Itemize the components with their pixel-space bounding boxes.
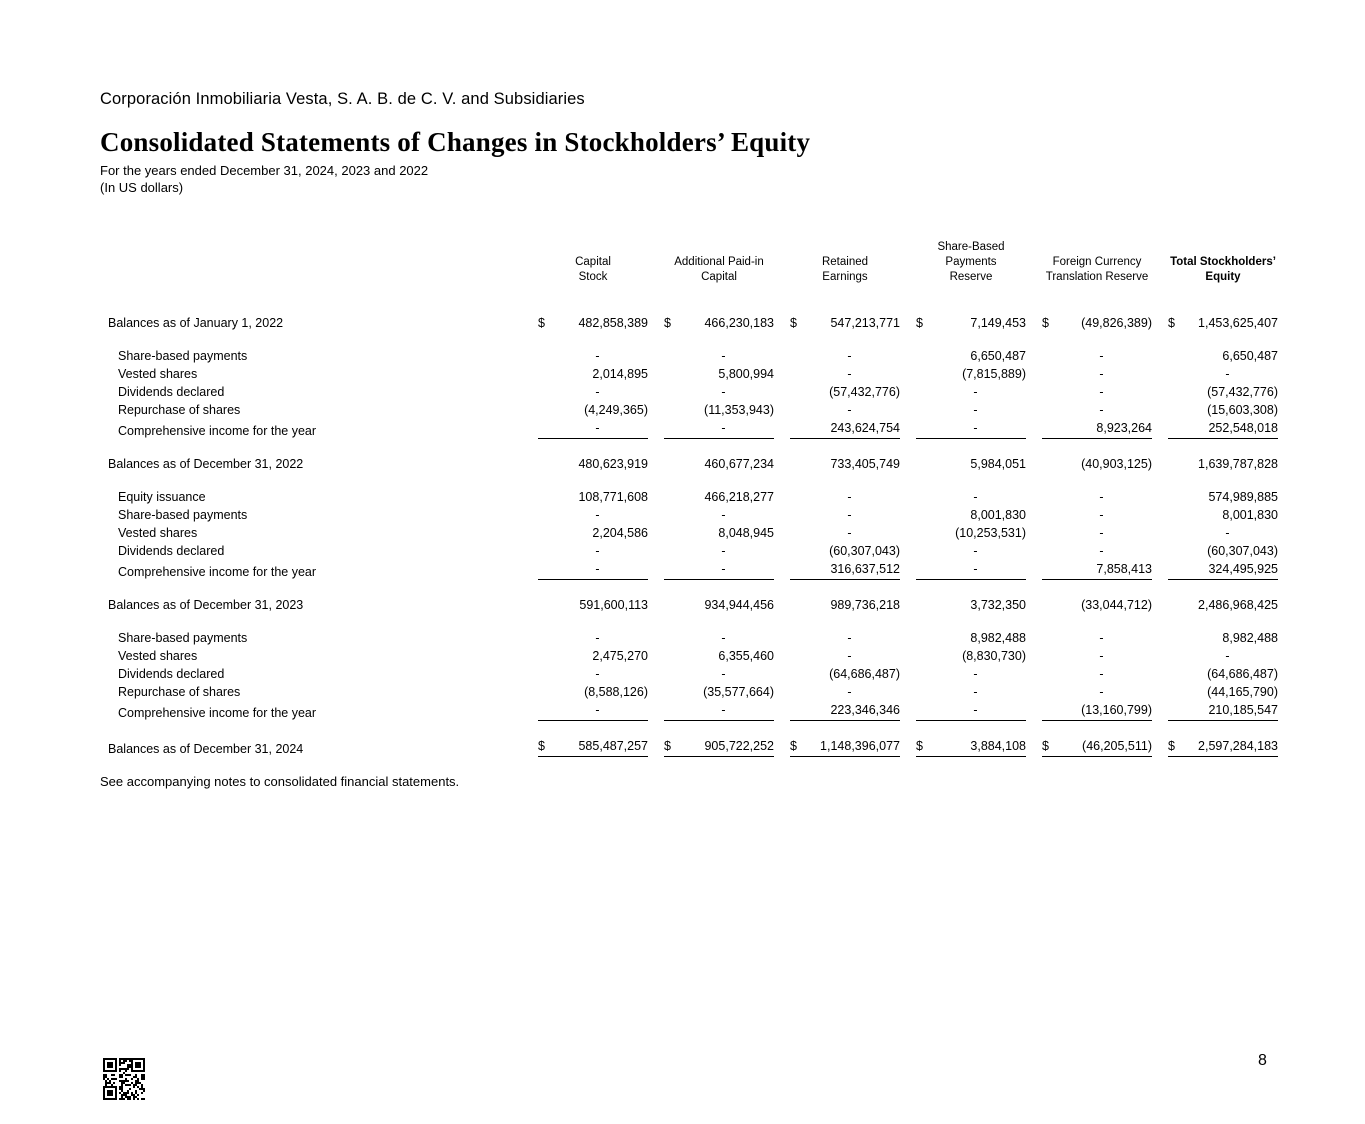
dollar-sign: $ bbox=[790, 739, 797, 753]
amount-cell bbox=[1034, 299, 1160, 347]
amount-value: 466,230,183 bbox=[704, 316, 774, 330]
amount-value: - bbox=[1099, 403, 1104, 417]
amount-value: (44,165,790) bbox=[1207, 685, 1278, 699]
amount-cell bbox=[1034, 347, 1160, 365]
amount-cell bbox=[782, 629, 908, 647]
amount-cell bbox=[908, 347, 1034, 365]
amount-cell bbox=[1160, 401, 1286, 419]
amount-value: 316,637,512 bbox=[830, 562, 900, 576]
amount-value: 989,736,218 bbox=[830, 598, 900, 612]
amount-value: - bbox=[1099, 544, 1104, 558]
amount-cell bbox=[782, 665, 908, 683]
amount-value: - bbox=[847, 526, 852, 540]
amount-value: 2,204,586 bbox=[592, 526, 648, 540]
amount-value: (10,253,531) bbox=[955, 526, 1026, 540]
amount-value: 6,355,460 bbox=[718, 649, 774, 663]
amount-cell bbox=[908, 581, 1034, 629]
amount-value: (33,044,712) bbox=[1081, 598, 1152, 612]
amount-cell bbox=[782, 419, 908, 440]
amount-value: 8,982,488 bbox=[970, 631, 1026, 645]
amount-cell bbox=[1034, 419, 1160, 440]
amount-value: - bbox=[973, 685, 978, 699]
table-row bbox=[100, 440, 1286, 488]
amount-value: - bbox=[847, 403, 852, 417]
table-row bbox=[100, 365, 1286, 383]
amount-value: - bbox=[721, 703, 726, 717]
table-row bbox=[100, 722, 1286, 773]
amount-value: (8,830,730) bbox=[962, 649, 1026, 663]
dollar-sign: $ bbox=[790, 316, 797, 330]
table-row bbox=[100, 560, 1286, 581]
amount-value: - bbox=[721, 667, 726, 681]
amount-value: - bbox=[721, 421, 726, 435]
amount-value: 2,486,968,425 bbox=[1198, 598, 1278, 612]
amount-cell bbox=[1034, 542, 1160, 560]
dollar-sign: $ bbox=[538, 316, 545, 330]
amount-value: (57,432,776) bbox=[829, 385, 900, 399]
row-label: Vested shares bbox=[118, 649, 198, 663]
column-header: Retained Earnings bbox=[821, 256, 869, 283]
amount-cell bbox=[1160, 299, 1286, 347]
table-row bbox=[100, 665, 1286, 683]
header-row bbox=[100, 240, 1286, 299]
amount-cell bbox=[782, 347, 908, 365]
amount-cell bbox=[782, 560, 908, 581]
amount-value: - bbox=[721, 562, 726, 576]
amount-cell bbox=[1034, 440, 1160, 488]
amount-value: (64,686,487) bbox=[829, 667, 900, 681]
amount-value: (64,686,487) bbox=[1207, 667, 1278, 681]
amount-cell bbox=[1034, 560, 1160, 581]
column-header: Additional Paid-in Capital bbox=[674, 256, 764, 283]
amount-value: 8,048,945 bbox=[718, 526, 774, 540]
amount-cell bbox=[530, 701, 656, 722]
amount-cell bbox=[530, 722, 656, 773]
amount-cell bbox=[656, 581, 782, 629]
amount-value: - bbox=[595, 703, 600, 717]
amount-cell bbox=[656, 560, 782, 581]
amount-value: 547,213,771 bbox=[830, 316, 900, 330]
amount-value: - bbox=[1099, 490, 1104, 504]
amount-value: - bbox=[847, 367, 852, 381]
amount-cell bbox=[1160, 629, 1286, 647]
table-row bbox=[100, 629, 1286, 647]
amount-value: 324,495,925 bbox=[1208, 562, 1278, 576]
amount-value: (40,903,125) bbox=[1081, 457, 1152, 471]
amount-value: 466,218,277 bbox=[704, 490, 774, 504]
amount-cell bbox=[908, 683, 1034, 701]
column-header: Total Stockholders’ Equity bbox=[1170, 256, 1276, 283]
amount-cell bbox=[530, 488, 656, 506]
amount-value: - bbox=[1099, 649, 1104, 663]
row-label: Balances as of December 31, 2024 bbox=[108, 742, 304, 756]
amount-cell bbox=[1160, 440, 1286, 488]
amount-cell bbox=[530, 629, 656, 647]
table-row bbox=[100, 506, 1286, 524]
row-label: Vested shares bbox=[118, 526, 198, 540]
amount-value: 8,001,830 bbox=[1222, 508, 1278, 522]
amount-cell bbox=[908, 383, 1034, 401]
table-row bbox=[100, 683, 1286, 701]
row-label: Share-based payments bbox=[118, 631, 248, 645]
amount-cell bbox=[782, 524, 908, 542]
amount-cell bbox=[530, 524, 656, 542]
amount-value: (57,432,776) bbox=[1207, 385, 1278, 399]
row-label: Balances as of January 1, 2022 bbox=[108, 316, 284, 330]
amount-cell bbox=[1160, 701, 1286, 722]
amount-cell bbox=[530, 560, 656, 581]
amount-cell bbox=[1034, 629, 1160, 647]
amount-cell bbox=[1160, 722, 1286, 773]
amount-value: - bbox=[1099, 349, 1104, 363]
amount-cell bbox=[1160, 665, 1286, 683]
amount-cell bbox=[656, 419, 782, 440]
column-header: Share-Based Payments Reserve bbox=[937, 241, 1005, 283]
amount-value: 223,346,346 bbox=[830, 703, 900, 717]
amount-cell bbox=[530, 506, 656, 524]
row-label: Dividends declared bbox=[118, 544, 225, 558]
dollar-sign: $ bbox=[1042, 739, 1049, 753]
row-label: Repurchase of shares bbox=[118, 685, 241, 699]
table-row bbox=[100, 542, 1286, 560]
amount-cell bbox=[1160, 506, 1286, 524]
amount-cell bbox=[1034, 401, 1160, 419]
amount-value: 480,623,919 bbox=[578, 457, 648, 471]
amount-cell bbox=[656, 506, 782, 524]
row-label: Dividends declared bbox=[118, 667, 225, 681]
amount-value: - bbox=[973, 385, 978, 399]
dollar-sign: $ bbox=[1168, 316, 1175, 330]
amount-cell bbox=[908, 542, 1034, 560]
amount-cell bbox=[908, 506, 1034, 524]
amount-value: 1,148,396,077 bbox=[820, 739, 900, 753]
amount-cell bbox=[908, 701, 1034, 722]
table-row bbox=[100, 581, 1286, 629]
table-header bbox=[100, 240, 1286, 299]
amount-value: 8,982,488 bbox=[1222, 631, 1278, 645]
amount-value: 2,014,895 bbox=[592, 367, 648, 381]
amount-cell bbox=[908, 665, 1034, 683]
amount-value: (60,307,043) bbox=[829, 544, 900, 558]
row-label: Repurchase of shares bbox=[118, 403, 241, 417]
amount-value: - bbox=[595, 421, 600, 435]
equity-statement-table bbox=[100, 240, 1286, 773]
amount-cell bbox=[1160, 488, 1286, 506]
amount-cell bbox=[656, 629, 782, 647]
amount-value: (60,307,043) bbox=[1207, 544, 1278, 558]
amount-cell bbox=[1034, 647, 1160, 665]
table-row bbox=[100, 647, 1286, 665]
amount-cell bbox=[530, 542, 656, 560]
dollar-sign: $ bbox=[664, 316, 671, 330]
amount-value: - bbox=[1099, 385, 1104, 399]
amount-cell bbox=[1160, 383, 1286, 401]
amount-value: - bbox=[1099, 526, 1104, 540]
amount-value: 591,600,113 bbox=[579, 598, 648, 612]
amount-value: 243,624,754 bbox=[830, 421, 900, 435]
amount-cell bbox=[530, 683, 656, 701]
amount-cell bbox=[1034, 701, 1160, 722]
amount-value: 252,548,018 bbox=[1208, 421, 1278, 435]
amount-value: - bbox=[1099, 667, 1104, 681]
amount-cell bbox=[782, 383, 908, 401]
amount-cell bbox=[1160, 542, 1286, 560]
amount-cell bbox=[908, 629, 1034, 647]
amount-cell bbox=[530, 365, 656, 383]
amount-cell bbox=[530, 299, 656, 347]
amount-value: - bbox=[847, 631, 852, 645]
amount-value: - bbox=[595, 544, 600, 558]
company-name: Corporación Inmobiliaria Vesta, S. A. B. de C. V. and Subsidiaries bbox=[100, 90, 585, 108]
amount-value: - bbox=[595, 631, 600, 645]
amount-value: - bbox=[721, 508, 726, 522]
amount-value: - bbox=[595, 349, 600, 363]
amount-cell bbox=[656, 401, 782, 419]
amount-value: - bbox=[847, 649, 852, 663]
amount-value: - bbox=[1225, 367, 1230, 381]
amount-value: - bbox=[595, 667, 600, 681]
amount-value: (8,588,126) bbox=[584, 685, 648, 699]
amount-cell bbox=[908, 299, 1034, 347]
amount-cell bbox=[782, 299, 908, 347]
amount-value: 2,475,270 bbox=[592, 649, 648, 663]
amount-cell bbox=[908, 560, 1034, 581]
amount-value: 934,944,456 bbox=[704, 598, 774, 612]
amount-cell bbox=[530, 647, 656, 665]
row-label: Comprehensive income for the year bbox=[118, 565, 317, 579]
amount-cell bbox=[782, 440, 908, 488]
amount-cell bbox=[1034, 722, 1160, 773]
amount-value: - bbox=[721, 631, 726, 645]
row-label: Comprehensive income for the year bbox=[118, 424, 317, 438]
amount-value: - bbox=[973, 490, 978, 504]
amount-value: - bbox=[1099, 631, 1104, 645]
amount-cell bbox=[908, 647, 1034, 665]
table-row bbox=[100, 383, 1286, 401]
amount-cell bbox=[908, 488, 1034, 506]
amount-value: 905,722,252 bbox=[704, 739, 774, 753]
amount-value: 3,884,108 bbox=[970, 739, 1026, 753]
amount-value: (13,160,799) bbox=[1081, 703, 1152, 717]
amount-cell bbox=[782, 581, 908, 629]
row-label: Balances as of December 31, 2022 bbox=[108, 457, 304, 471]
amount-value: 1,639,787,828 bbox=[1198, 457, 1278, 471]
qr-code-image bbox=[103, 1058, 145, 1100]
amount-cell bbox=[656, 665, 782, 683]
amount-value: - bbox=[847, 685, 852, 699]
amount-value: 482,858,389 bbox=[578, 316, 648, 330]
amount-value: 2,597,284,183 bbox=[1198, 739, 1278, 753]
amount-cell bbox=[1160, 647, 1286, 665]
amount-value: 7,858,413 bbox=[1096, 562, 1152, 576]
table-row bbox=[100, 401, 1286, 419]
amount-cell bbox=[1160, 347, 1286, 365]
amount-value: (11,353,943) bbox=[704, 403, 774, 417]
table-body bbox=[100, 299, 1286, 773]
amount-cell bbox=[1034, 506, 1160, 524]
page-number: 8 bbox=[1258, 1052, 1267, 1069]
amount-cell bbox=[908, 419, 1034, 440]
amount-cell bbox=[530, 440, 656, 488]
amount-value: 8,001,830 bbox=[970, 508, 1026, 522]
row-label: Vested shares bbox=[118, 367, 198, 381]
amount-value: 210,185,547 bbox=[1208, 703, 1278, 717]
amount-value: - bbox=[847, 508, 852, 522]
amount-cell bbox=[656, 542, 782, 560]
amount-value: - bbox=[973, 403, 978, 417]
amount-cell bbox=[1160, 683, 1286, 701]
currency-note: (In US dollars) bbox=[100, 180, 184, 195]
row-label: Comprehensive income for the year bbox=[118, 706, 317, 720]
qr-code bbox=[103, 1058, 145, 1100]
amount-value: - bbox=[595, 562, 600, 576]
amount-value: - bbox=[973, 421, 978, 435]
amount-cell bbox=[1034, 581, 1160, 629]
amount-cell bbox=[530, 347, 656, 365]
amount-cell bbox=[908, 365, 1034, 383]
amount-cell bbox=[1160, 524, 1286, 542]
amount-value: - bbox=[595, 385, 600, 399]
amount-cell bbox=[530, 665, 656, 683]
period-subtitle: For the years ended December 31, 2024, 2023 and 2022 bbox=[100, 163, 429, 178]
table-row bbox=[100, 419, 1286, 440]
amount-value: 6,650,487 bbox=[1222, 349, 1278, 363]
amount-cell bbox=[908, 722, 1034, 773]
row-label: Equity issuance bbox=[118, 490, 206, 504]
dollar-sign: $ bbox=[664, 739, 671, 753]
table-row bbox=[100, 701, 1286, 722]
amount-value: - bbox=[1099, 508, 1104, 522]
amount-cell bbox=[1160, 365, 1286, 383]
amount-cell bbox=[782, 701, 908, 722]
amount-value: - bbox=[973, 562, 978, 576]
amount-cell bbox=[1160, 581, 1286, 629]
amount-cell bbox=[782, 722, 908, 773]
amount-value: - bbox=[973, 703, 978, 717]
amount-cell bbox=[782, 506, 908, 524]
amount-value: (15,603,308) bbox=[1207, 403, 1278, 417]
amount-value: - bbox=[1099, 367, 1104, 381]
amount-cell bbox=[656, 524, 782, 542]
table-row bbox=[100, 488, 1286, 506]
amount-cell bbox=[656, 383, 782, 401]
amount-cell bbox=[656, 683, 782, 701]
amount-value: 5,984,051 bbox=[970, 457, 1026, 471]
table-row bbox=[100, 347, 1286, 365]
amount-value: (4,249,365) bbox=[584, 403, 648, 417]
dollar-sign: $ bbox=[1168, 739, 1175, 753]
amount-value: - bbox=[847, 490, 852, 504]
amount-cell bbox=[782, 647, 908, 665]
dollar-sign: $ bbox=[538, 739, 545, 753]
amount-cell bbox=[656, 647, 782, 665]
amount-cell bbox=[1160, 560, 1286, 581]
amount-cell bbox=[530, 383, 656, 401]
amount-cell bbox=[656, 347, 782, 365]
amount-cell bbox=[656, 701, 782, 722]
table-row bbox=[100, 524, 1286, 542]
amount-value: (49,826,389) bbox=[1081, 316, 1152, 330]
amount-cell bbox=[908, 440, 1034, 488]
amount-cell bbox=[1034, 683, 1160, 701]
amount-value: - bbox=[721, 544, 726, 558]
amount-cell bbox=[530, 581, 656, 629]
amount-cell bbox=[656, 722, 782, 773]
amount-value: (46,205,511) bbox=[1082, 739, 1152, 753]
page-title: Consolidated Statements of Changes in Stockholders’ Equity bbox=[100, 127, 811, 157]
amount-cell bbox=[782, 542, 908, 560]
row-label: Balances as of December 31, 2023 bbox=[108, 598, 304, 612]
amount-value: 460,677,234 bbox=[704, 457, 774, 471]
dollar-sign: $ bbox=[916, 316, 923, 330]
amount-cell bbox=[656, 440, 782, 488]
amount-value: - bbox=[721, 349, 726, 363]
amount-cell bbox=[1160, 419, 1286, 440]
amount-value: - bbox=[973, 544, 978, 558]
dollar-sign: $ bbox=[1042, 316, 1049, 330]
row-label: Share-based payments bbox=[118, 508, 248, 522]
amount-cell bbox=[530, 419, 656, 440]
column-header: Capital Stock bbox=[575, 256, 611, 283]
amount-value: (35,577,664) bbox=[703, 685, 774, 699]
footnote: See accompanying notes to consolidated financial statements. bbox=[100, 774, 460, 789]
amount-value: 6,650,487 bbox=[970, 349, 1026, 363]
amount-value: 1,453,625,407 bbox=[1198, 316, 1278, 330]
amount-cell bbox=[656, 365, 782, 383]
amount-cell bbox=[782, 401, 908, 419]
amount-cell bbox=[656, 299, 782, 347]
row-label: Share-based payments bbox=[118, 349, 248, 363]
amount-value: - bbox=[721, 385, 726, 399]
amount-value: - bbox=[1099, 685, 1104, 699]
amount-cell bbox=[908, 401, 1034, 419]
amount-value: 8,923,264 bbox=[1096, 421, 1152, 435]
amount-value: 7,149,453 bbox=[970, 316, 1026, 330]
amount-cell bbox=[782, 365, 908, 383]
dollar-sign: $ bbox=[916, 739, 923, 753]
amount-cell bbox=[1034, 488, 1160, 506]
amount-value: - bbox=[973, 667, 978, 681]
amount-cell bbox=[1034, 524, 1160, 542]
amount-cell bbox=[1034, 383, 1160, 401]
column-header: Foreign Currency Translation Reserve bbox=[1045, 256, 1149, 283]
amount-value: 108,771,608 bbox=[578, 490, 648, 504]
amount-cell bbox=[1034, 665, 1160, 683]
amount-cell bbox=[530, 401, 656, 419]
amount-value: - bbox=[1225, 526, 1230, 540]
row-label-header bbox=[100, 240, 530, 299]
amount-value: 574,989,885 bbox=[1208, 490, 1278, 504]
amount-cell bbox=[782, 488, 908, 506]
amount-value: 3,732,350 bbox=[970, 598, 1026, 612]
amount-cell bbox=[782, 683, 908, 701]
amount-value: 733,405,749 bbox=[830, 457, 900, 471]
amount-cell bbox=[908, 524, 1034, 542]
amount-cell bbox=[1034, 365, 1160, 383]
amount-value: - bbox=[595, 508, 600, 522]
amount-cell bbox=[656, 488, 782, 506]
table-row bbox=[100, 299, 1286, 347]
amount-value: - bbox=[847, 349, 852, 363]
amount-value: 585,487,257 bbox=[578, 739, 648, 753]
row-label: Dividends declared bbox=[118, 385, 225, 399]
amount-value: - bbox=[1225, 649, 1230, 663]
amount-value: (7,815,889) bbox=[962, 367, 1026, 381]
amount-value: 5,800,994 bbox=[718, 367, 774, 381]
